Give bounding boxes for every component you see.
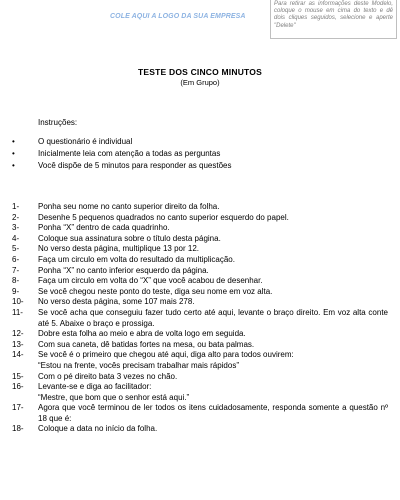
step-text: Coloque sua assinatura sobre o título desta página. [38, 233, 221, 243]
test-step [12, 202, 388, 213]
step-text: Desenhe 5 pequenos quadrados no canto superior esquerdo do papel. [38, 212, 289, 222]
test-step [12, 329, 388, 340]
step-text: Com o pé direito bata 3 vezes no chão. [38, 371, 178, 381]
instruction-text: Inicialmente leia com atenção a todas as perguntas [38, 149, 221, 158]
step-text: Coloque a data no início da folha. [38, 424, 158, 434]
instruction-text: Você dispõe de 5 minutos para responder as questões [38, 161, 232, 170]
step-text: Se você acha que conseguiu fazer tudo certo até aqui, levante o braço direito. Em voz alta conte até 5. Abaixe o braço e prossiga. [38, 307, 388, 328]
step-text: Agora que você terminou de ler todos os itens cuidadosamente, responda somente a questão nº 18 que é: [38, 403, 388, 423]
step-text: Levante-se e diga ao facilitador: [38, 382, 152, 392]
test-step [12, 287, 388, 298]
step-text: No verso desta página, some 107 mais 278. [38, 297, 195, 307]
test-step [12, 255, 388, 266]
step-number: 9- [12, 286, 20, 296]
test-step [12, 382, 388, 403]
step-quote: “Mestre, que bom que o senhor está aqui.” [38, 392, 190, 402]
step-number: 15- [12, 371, 24, 381]
test-step [12, 244, 388, 255]
instruction-item [12, 136, 231, 148]
bullet-icon: • [12, 149, 15, 158]
step-text: Ponha “X” no canto inferior esquerdo da página. [38, 265, 209, 275]
test-step [12, 266, 388, 277]
test-step [12, 234, 388, 245]
step-number: 5- [12, 244, 20, 254]
bullet-icon: • [12, 137, 15, 146]
logo-placeholder: COLE AQUI A LOGO DA SUA EMPRESA [110, 13, 246, 20]
step-text: Ponha “X” dentro de cada quadrinho. [38, 223, 170, 233]
test-step [12, 340, 388, 351]
step-number: 17- [12, 403, 24, 413]
step-text: No verso desta página, multiplique 13 por 12. [38, 244, 199, 254]
step-number: 4- [12, 233, 20, 243]
instruction-text: O questionário é individual [38, 137, 133, 146]
step-quote: “Estou na frente, vocês precisam trabalhar mais rápidos” [38, 360, 239, 370]
instruction-item [12, 148, 231, 160]
test-step [12, 308, 388, 329]
test-step [12, 297, 388, 308]
page-subtitle: (Em Grupo) [180, 78, 220, 87]
step-number: 3- [12, 223, 20, 233]
step-text: Faça um circulo em volta do resultado da multiplicação. [38, 254, 235, 264]
test-step [12, 350, 388, 371]
bullet-icon: • [12, 161, 15, 170]
instruction-note-box: Para retirar as informações deste Modelo, coloque o mouse em cima do texto e dê dois cliques seguidos, selecione e aperte "Delete" [270, 0, 397, 39]
test-step [12, 403, 388, 424]
step-number: 2- [12, 212, 20, 222]
step-text: Faça um circulo em volta do “X” que você acabou de desenhar. [38, 276, 263, 286]
instructions-list [12, 136, 231, 172]
step-number: 16- [12, 382, 24, 392]
test-step [12, 424, 388, 435]
step-number: 6- [12, 254, 20, 264]
instruction-item [12, 160, 231, 172]
step-number: 10- [12, 297, 24, 307]
step-text: Se você é o primeiro que chegou até aqui, diga alto para todos ouvirem: [38, 350, 294, 360]
test-step [12, 213, 388, 224]
instructions-heading: Instruções: [38, 118, 78, 127]
step-number: 12- [12, 329, 24, 339]
step-number: 14- [12, 350, 24, 360]
step-number: 18- [12, 424, 24, 434]
page-title: TESTE DOS CINCO MINUTOS [138, 67, 262, 77]
test-step [12, 276, 388, 287]
step-number: 7- [12, 265, 20, 275]
step-text: Dobre esta folha ao meio e abra de volta logo em seguida. [38, 329, 246, 339]
step-number: 13- [12, 339, 24, 349]
step-number: 8- [12, 276, 20, 286]
test-step [12, 372, 388, 383]
test-steps-list [12, 202, 388, 435]
step-text: Com sua caneta, dê batidas fortes na mesa, ou bata palmas. [38, 339, 255, 349]
test-step [12, 223, 388, 234]
step-text: Se você chegou neste ponto do teste, diga seu nome em voz alta. [38, 286, 273, 296]
step-text: Ponha seu nome no canto superior direito da folha. [38, 202, 220, 211]
step-number: 1- [12, 202, 20, 211]
step-number: 11- [12, 307, 23, 317]
